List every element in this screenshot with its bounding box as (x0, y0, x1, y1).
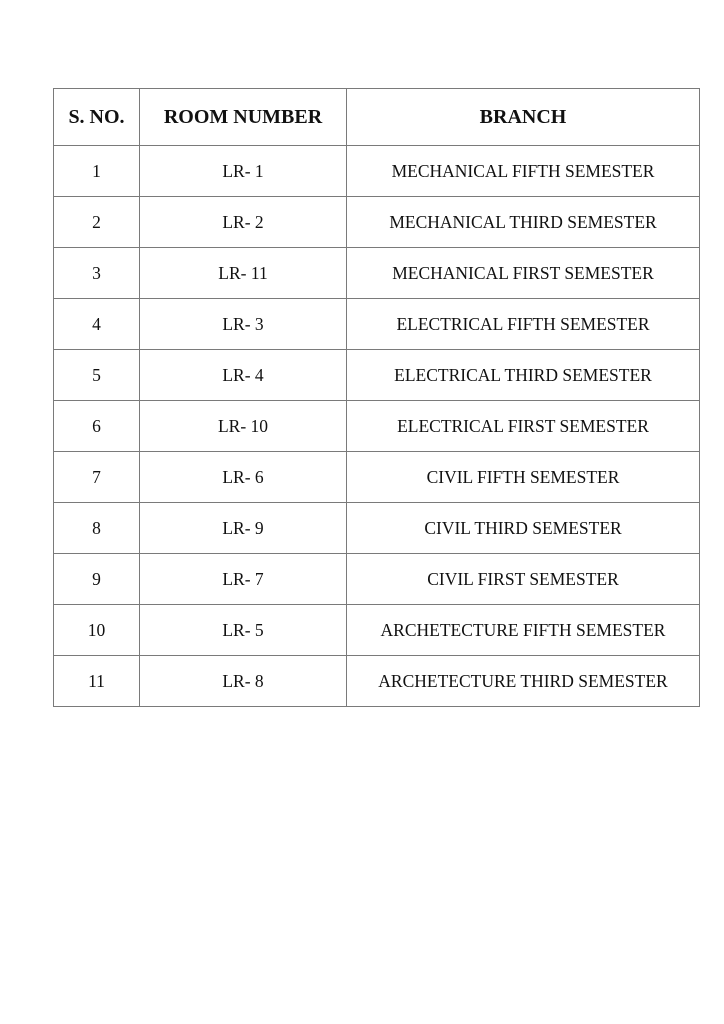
cell-serial-number: 8 (54, 503, 140, 554)
cell-serial-number: 5 (54, 350, 140, 401)
cell-room-number: LR- 7 (140, 554, 347, 605)
cell-serial-number: 4 (54, 299, 140, 350)
cell-serial-number: 3 (54, 248, 140, 299)
cell-room-number: LR- 10 (140, 401, 347, 452)
table-row (54, 146, 700, 197)
table-row (54, 656, 700, 707)
cell-branch: ARCHETECTURE THIRD SEMESTER (347, 656, 700, 707)
table-row (54, 197, 700, 248)
cell-branch: CIVIL THIRD SEMESTER (347, 503, 700, 554)
cell-room-number: LR- 8 (140, 656, 347, 707)
header-serial-number: S. NO. (54, 89, 140, 146)
table-row (54, 248, 700, 299)
table-header (54, 89, 700, 146)
room-allocation-table (53, 88, 700, 707)
cell-room-number: LR- 4 (140, 350, 347, 401)
cell-serial-number: 7 (54, 452, 140, 503)
table-body (54, 146, 700, 707)
cell-serial-number: 9 (54, 554, 140, 605)
cell-branch: ELECTRICAL FIFTH SEMESTER (347, 299, 700, 350)
cell-room-number: LR- 1 (140, 146, 347, 197)
table-row (54, 350, 700, 401)
cell-serial-number: 11 (54, 656, 140, 707)
cell-branch: MECHANICAL FIFTH SEMESTER (347, 146, 700, 197)
header-branch: BRANCH (347, 89, 700, 146)
header-room-number: ROOM NUMBER (140, 89, 347, 146)
table-row (54, 605, 700, 656)
cell-branch: ARCHETECTURE FIFTH SEMESTER (347, 605, 700, 656)
cell-branch: CIVIL FIRST SEMESTER (347, 554, 700, 605)
cell-serial-number: 1 (54, 146, 140, 197)
cell-room-number: LR- 5 (140, 605, 347, 656)
cell-room-number: LR- 2 (140, 197, 347, 248)
table-row (54, 299, 700, 350)
cell-branch: MECHANICAL THIRD SEMESTER (347, 197, 700, 248)
cell-serial-number: 10 (54, 605, 140, 656)
header-row (54, 89, 700, 146)
cell-room-number: LR- 3 (140, 299, 347, 350)
cell-serial-number: 2 (54, 197, 140, 248)
cell-room-number: LR- 6 (140, 452, 347, 503)
cell-serial-number: 6 (54, 401, 140, 452)
cell-branch: MECHANICAL FIRST SEMESTER (347, 248, 700, 299)
table-row (54, 554, 700, 605)
cell-branch: CIVIL FIFTH SEMESTER (347, 452, 700, 503)
table-row (54, 503, 700, 554)
cell-branch: ELECTRICAL THIRD SEMESTER (347, 350, 700, 401)
table-row (54, 452, 700, 503)
cell-branch: ELECTRICAL FIRST SEMESTER (347, 401, 700, 452)
table-row (54, 401, 700, 452)
cell-room-number: LR- 11 (140, 248, 347, 299)
cell-room-number: LR- 9 (140, 503, 347, 554)
